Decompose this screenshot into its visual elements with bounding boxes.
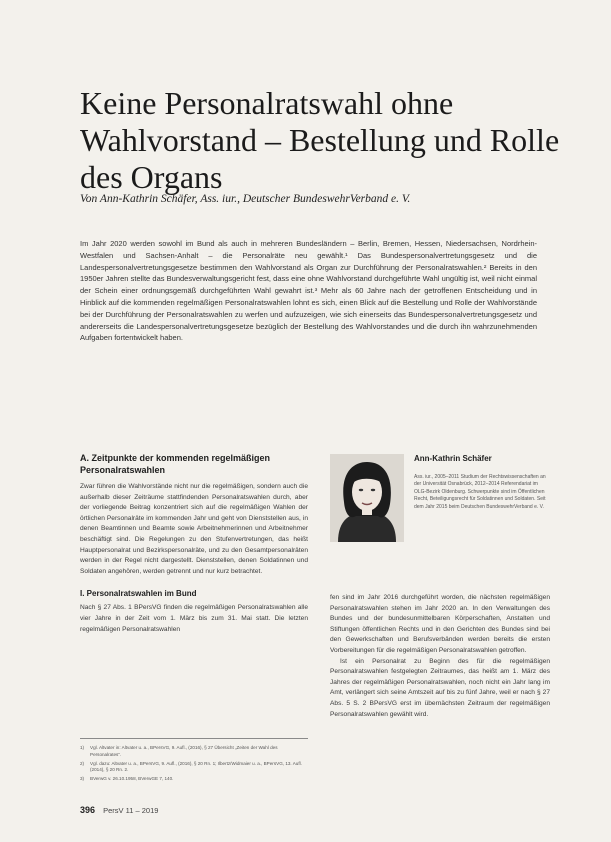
article-intro: Im Jahr 2020 werden sowohl im Bund als auch in mehreren Bundesländern – Berlin, Bremen, Hessen, Niedersachsen, Nordrhein-Westfalen und Sachsen-Anhalt – die Personalräte neu gewählt.¹ Das Bundespersonalvertretungsgesetz und die Landespersonalvertretungsgesetze bestimmen den Wahlvorstand als Organ zur Durchführung der Personalratswahlen.² Bereits in den 1950er Jahren stellte das Bundesverwaltungsgericht fest, dass eine ohne Wahlvorstand durchgeführte Wahl ungültig ist, weil nicht einmal der Schein einer ordnungsgemäß durchgeführten Wahl gewahrt ist.³ Mehr als 60 Jahre nach der getroffenen Entscheidung und in Hinblick auf die kommenden regelmäßigen Personalratswahlen lohnt es sich, einen Blick auf die Bestellung und Rolle der Wahlvorstände bei der Durchführung der Personalratswahlen zu werfen und aufzuzeigen, wie sich einerseits das Bundespersonalvertretungsgesetz und andererseits die Landespersonalvertretungsgesetze bezüglich der Bestellung des Wahlvorstandes und die durch ihn wahrzunehmenden Aufgaben fortentwickelt haben. — [80, 239, 537, 343]
footnote — [80, 761, 308, 775]
footnote-number: 1) — [80, 745, 85, 750]
author-bio: Ass. iur., 2005–2011 Studium der Rechtswissenschaften an der Universität Osnabrück, 2012–2014 Referendariat im OLG-Bezirk Oldenburg. Schwerpunkte sind im Öffentlichen Recht, Beteiligungsrecht für Soldatinnen und Soldaten. Seit dem Jahr 2015 beim Deutschen BundeswehrVerband e. V. — [414, 474, 546, 510]
right-paragraph-2: Ist ein Personalrat zu Beginn des für die regelmäßigen Personalratswahlen festgelegten Zeitraumes, das heißt am 1. März des Jahres der regelmäßigen Personalratswahlen, noch nicht ein Jahr lang im Amt, verlängert sich seine Amtszeit auf bis zu fünf Jahre, weil er nach § 27 Abs. 5 S. 2 BPersVG erst im übernächsten Zeitraum der regelmäßigen Personalratswahlen gewählt wird. — [330, 657, 550, 718]
footnote-number: 2) — [80, 760, 85, 766]
section-a-heading: A. Zeitpunkte der kommenden regelmäßigen Personalratswahlen — [80, 453, 271, 475]
journal-issue: PersV 11 – 2019 — [103, 806, 159, 815]
footnote — [80, 776, 308, 783]
section-i-heading: I. Personalratswahlen im Bund — [80, 589, 197, 599]
author-photo — [330, 454, 404, 542]
article-title: Keine Personalratswahl ohne Wahlvorstand – Bestellung und Rolle des Organs — [80, 85, 560, 196]
footnotes — [80, 738, 308, 785]
right-column — [330, 593, 550, 720]
author-box — [330, 452, 550, 580]
footnote-number: 3) — [80, 776, 85, 782]
page-footer — [80, 805, 158, 815]
right-paragraph-1: fen sind im Jahr 2016 durchgeführt worden, die nächsten regelmäßigen Personalratswahlen stehen im Jahr 2020 an. In den Verwaltungen des Bundes und der bundesunmittelbaren Körperschaften, Anstalten und Stiftungen öffentlichen Rechts und in den Gerichten des Bundes sind bei den Gewerkschaften und Berufsverbänden werden bereits die ersten Vorbereitungen für die regelmäßigen Personalratswahlen getroffen. — [330, 594, 550, 654]
left-column — [80, 452, 308, 635]
author-name: Ann-Kathrin Schäfer — [414, 454, 492, 463]
footnote-text: BVerwG v. 26.10.1958, BVerwGE 7, 140. — [90, 776, 174, 782]
section-a-text: Zwar führen die Wahlvorstände nicht nur die regelmäßigen, sondern auch die außerhalb dieser Zeiträume stattfindenden Personalratswahlen durch, aber der vorliegende Beitrag konzentriert sich auf die regelmäßigen Wahlen der örtlichen Personalräte im kommenden Jahr und geht von Dienststellen aus, in denen Beamtinnen und Beamte sowie Arbeitnehmerinnen und Arbeitnehmer beschäftigt sind. Die Regelungen zu den Stufenvertretungen, das heißt Hauptpersonalrat und Bezirkspersonalräte, und zu den Gesamtpersonalräten werden in der Regel nicht dargestellt. Dienststellen, denen Soldatinnen und Soldaten angehören, werden getrennt und nur kurz betrachtet. — [80, 483, 308, 575]
section-i-text: Nach § 27 Abs. 1 BPersVG finden die regelmäßigen Personalratswahlen alle vier Jahre in der Zeit vom 1. März bis zum 31. Mai statt. Die letzten regelmäßigen Personalratswahlen — [80, 604, 308, 633]
portrait-image — [330, 454, 404, 542]
footnote — [80, 745, 308, 759]
article-byline: Von Ann-Kathrin Schäfer, Ass. iur., Deutscher BundeswehrVerband e. V. — [80, 193, 411, 205]
footnote-text: Vgl. Altvater in: Altvater u. a., BPersVG, 9. Aufl., (2016), § 27 Übersicht „Zeiten der Wahl des Personalrates“. — [90, 745, 278, 757]
page-number: 396 — [80, 805, 96, 815]
footnote-text: Vgl. dazu: Altvater u. a., BPersVG, 9. Aufl., (2016), § 20 Rn. 1; Ilbertz/Widmaier u. a., BPersVG, 13. Aufl. (2014), § 20 Rn. 2. — [90, 760, 302, 773]
